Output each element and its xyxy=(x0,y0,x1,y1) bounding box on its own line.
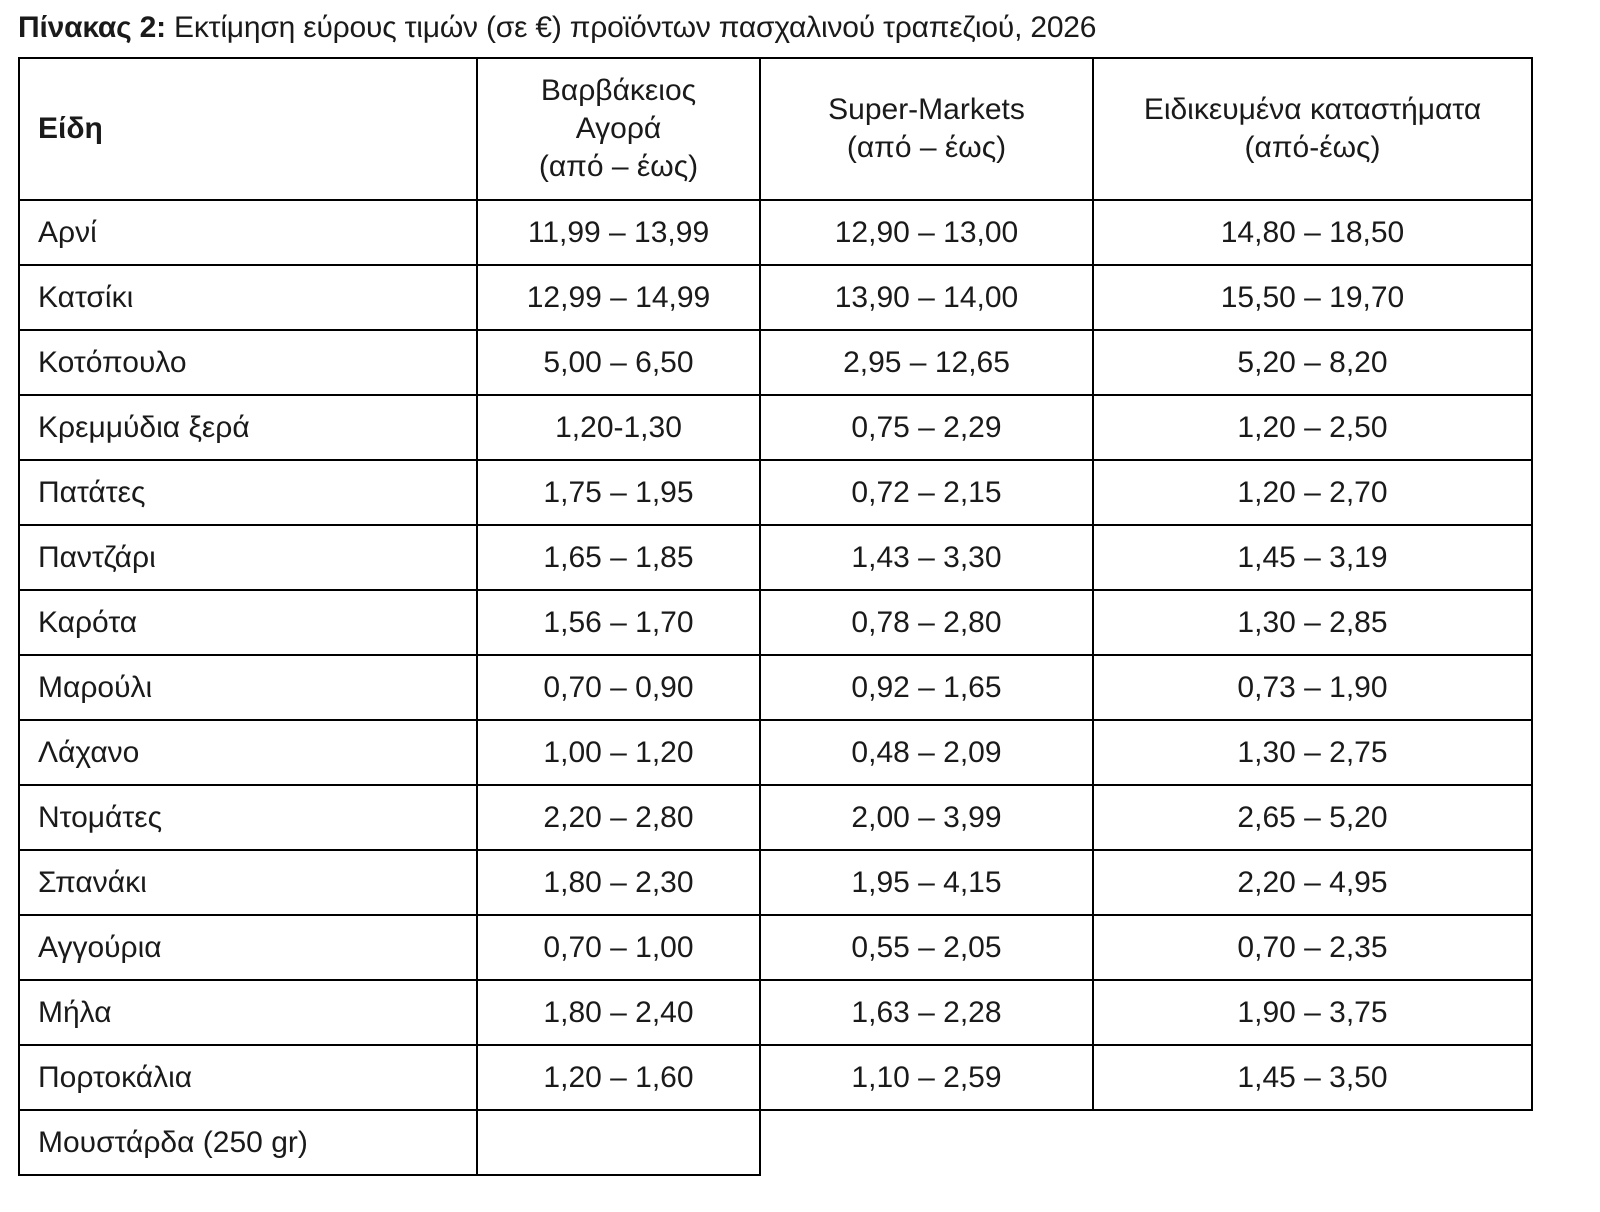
table-row xyxy=(19,655,1532,720)
cell-varvakeios: 1,80 – 2,30 xyxy=(477,850,760,915)
cell-varvakeios: 1,75 – 1,95 xyxy=(477,460,760,525)
cell-specialty: 14,80 – 18,50 xyxy=(1093,200,1532,265)
table-row xyxy=(19,590,1532,655)
cell-item: Μουστάρδα (250 gr) xyxy=(19,1110,477,1175)
cell-varvakeios: 0,70 – 1,00 xyxy=(477,915,760,980)
cell-specialty: 1,30 – 2,85 xyxy=(1093,590,1532,655)
cell-item: Πατάτες xyxy=(19,460,477,525)
cell-specialty: 1,20 – 2,70 xyxy=(1093,460,1532,525)
cell-item: Μαρούλι xyxy=(19,655,477,720)
caption-text: Εκτίμηση εύρους τιμών (σε €) προϊόντων πασχαλινού τραπεζιού, 2026 xyxy=(165,11,1097,44)
cell-supermarkets: 0,92 – 1,65 xyxy=(760,655,1093,720)
cell-varvakeios: 1,80 – 2,40 xyxy=(477,980,760,1045)
price-table xyxy=(18,57,1533,1176)
cell-specialty: 0,73 – 1,90 xyxy=(1093,655,1532,720)
cell-specialty: 5,20 – 8,20 xyxy=(1093,330,1532,395)
header-specialty-line-1: Ειδικευμένα καταστήματα xyxy=(1143,93,1482,126)
cell-item: Μήλα xyxy=(19,980,477,1045)
table-row xyxy=(19,265,1532,330)
cell-varvakeios: 1,56 – 1,70 xyxy=(477,590,760,655)
table-row xyxy=(19,850,1532,915)
cell-specialty: 1,30 – 2,75 xyxy=(1093,720,1532,785)
table-row xyxy=(19,200,1532,265)
table-row xyxy=(19,460,1532,525)
caption-label: Πίνακας 2: xyxy=(18,11,166,44)
cell-supermarkets: 0,78 – 2,80 xyxy=(760,590,1093,655)
header-varvakeios-line-2: Αγορά xyxy=(575,112,662,145)
cell-supermarkets: 1,95 – 4,15 xyxy=(760,850,1093,915)
cell-varvakeios: 5,00 – 6,50 xyxy=(477,330,760,395)
cell-varvakeios xyxy=(477,1110,760,1175)
cell-supermarkets: 2,00 – 3,99 xyxy=(760,785,1093,850)
cell-supermarkets: 13,90 – 14,00 xyxy=(760,265,1093,330)
cell-specialty: 15,50 – 19,70 xyxy=(1093,265,1532,330)
header-supermarkets xyxy=(760,58,1093,200)
cell-supermarkets: 1,43 – 3,30 xyxy=(760,525,1093,590)
table-row xyxy=(19,720,1532,785)
cell-supermarkets: 2,95 – 12,65 xyxy=(760,330,1093,395)
cell-supermarkets: 0,72 – 2,15 xyxy=(760,460,1093,525)
cell-item: Κρεμμύδια ξερά xyxy=(19,395,477,460)
cell-item: Κοτόπουλο xyxy=(19,330,477,395)
header-item: Είδη xyxy=(19,58,477,200)
cell-varvakeios: 1,00 – 1,20 xyxy=(477,720,760,785)
cell-specialty: 1,90 – 3,75 xyxy=(1093,980,1532,1045)
cell-item: Λάχανο xyxy=(19,720,477,785)
cell-specialty: 2,20 – 4,95 xyxy=(1093,850,1532,915)
header-varvakeios xyxy=(477,58,760,200)
cell-varvakeios: 12,99 – 14,99 xyxy=(477,265,760,330)
cell-varvakeios: 0,70 – 0,90 xyxy=(477,655,760,720)
header-supermarkets-line-2: (από – έως) xyxy=(846,131,1007,164)
cell-specialty: 0,70 – 2,35 xyxy=(1093,915,1532,980)
header-specialty-line-2: (από-έως) xyxy=(1244,131,1381,164)
table-row xyxy=(19,980,1532,1045)
table-row-partial xyxy=(19,1110,1532,1175)
blank-cell xyxy=(760,1110,1532,1175)
table-caption xyxy=(18,8,1096,48)
cell-varvakeios: 1,65 – 1,85 xyxy=(477,525,760,590)
cell-varvakeios: 2,20 – 2,80 xyxy=(477,785,760,850)
cell-specialty: 2,65 – 5,20 xyxy=(1093,785,1532,850)
table-row xyxy=(19,395,1532,460)
header-supermarkets-line-1: Super-Markets xyxy=(828,93,1025,126)
header-specialty xyxy=(1093,58,1532,200)
cell-varvakeios: 11,99 – 13,99 xyxy=(477,200,760,265)
cell-supermarkets: 0,75 – 2,29 xyxy=(760,395,1093,460)
cell-specialty: 1,20 – 2,50 xyxy=(1093,395,1532,460)
cell-item: Σπανάκι xyxy=(19,850,477,915)
table-row xyxy=(19,525,1532,590)
header-varvakeios-line-3: (από – έως) xyxy=(538,150,699,183)
cell-varvakeios: 1,20 – 1,60 xyxy=(477,1045,760,1110)
cell-supermarkets: 0,55 – 2,05 xyxy=(760,915,1093,980)
cell-supermarkets: 1,10 – 2,59 xyxy=(760,1045,1093,1110)
table-row xyxy=(19,785,1532,850)
cell-item: Καρότα xyxy=(19,590,477,655)
cell-specialty: 1,45 – 3,19 xyxy=(1093,525,1532,590)
table-row xyxy=(19,1045,1532,1110)
cell-item: Παντζάρι xyxy=(19,525,477,590)
header-row xyxy=(19,58,1532,200)
cell-specialty: 1,45 – 3,50 xyxy=(1093,1045,1532,1110)
cell-supermarkets: 0,48 – 2,09 xyxy=(760,720,1093,785)
cell-supermarkets: 1,63 – 2,28 xyxy=(760,980,1093,1045)
header-varvakeios-line-1: Βαρβάκειος xyxy=(540,74,697,107)
cell-item: Αρνί xyxy=(19,200,477,265)
cell-item: Πορτοκάλια xyxy=(19,1045,477,1110)
cell-varvakeios: 1,20-1,30 xyxy=(477,395,760,460)
table-row xyxy=(19,915,1532,980)
cell-supermarkets: 12,90 – 13,00 xyxy=(760,200,1093,265)
cell-item: Ντομάτες xyxy=(19,785,477,850)
table-row xyxy=(19,330,1532,395)
cell-item: Κατσίκι xyxy=(19,265,477,330)
cell-item: Αγγούρια xyxy=(19,915,477,980)
